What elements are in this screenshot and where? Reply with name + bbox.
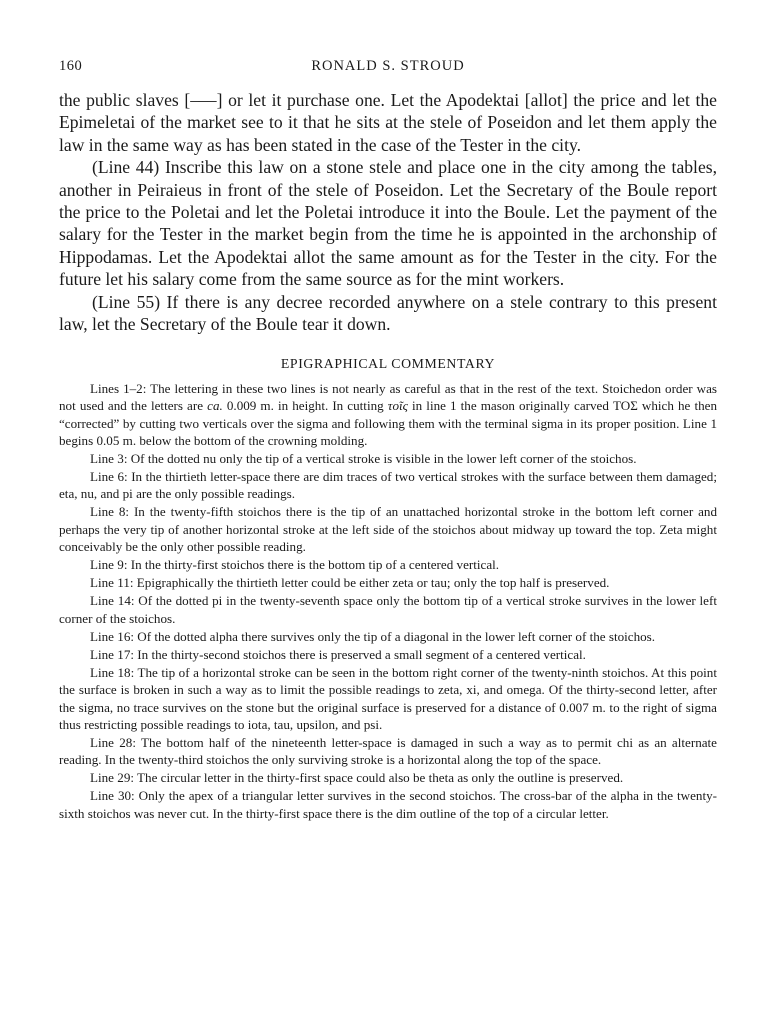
commentary-note: Line 3: Of the dotted nu only the tip of a vertical stroke is visible in the lower left corner of the stoichos. <box>90 450 637 466</box>
paragraph-line-55: (Line 55) If there is any decree recorded anywhere on a stele contrary to this present law, let the Secretary of the Boule tear it down. <box>59 291 717 335</box>
commentary-note: Line 17: In the thirty-second stoichos there is preserved a small segment of a centered vertical. <box>90 646 586 662</box>
commentary-note: Line 16: Of the dotted alpha there survives only the tip of a diagonal in the lower left corner of the stoichos. <box>90 628 656 644</box>
commentary-note: Line 8: In the twenty-fifth stoichos there is the tip of an unattached horizontal stroke in the bottom left corner and perhaps the very tip of another horizontal stroke at the left side of the stoichos about midway up toward the top. Zeta might conceivably be the only other possible reading. <box>59 504 717 555</box>
commentary-note: Line 14: Of the dotted pi in the twenty-seventh space only the bottom tip of a vertical stroke survives in the lower left corner of the stoichos. <box>59 593 717 626</box>
running-head <box>59 58 717 80</box>
epigraphical-commentary <box>59 380 717 822</box>
commentary-note: Line 28: The bottom half of the nineteenth letter-space is damaged in such a way as to permit chi as an alternate reading. In the twenty-third stoichos the only surviving stroke is a horizontal along the top of the space. <box>59 734 717 768</box>
commentary-note: Line 29: The circular letter in the thirty-first space could also be theta as only the outline is preserved. <box>90 770 624 786</box>
paragraph-continuation: the public slaves [–––] or let it purchase one. Let the Apodektai [allot] the price and let the Epimeletai of the market see to it that he sits at the stele of Poseidon and let them apply the law in the same way as has been stated in the case of the Tester in the city. <box>59 90 717 155</box>
commentary-note: Line 6: In the thirtieth letter-space there are dim traces of two vertical strokes with the surface between them damaged; eta, nu, and pi are the only possible readings. <box>59 469 717 502</box>
note-text: Lines 1–2: The lettering in these two lines is not nearly as careful as that in the rest of the text. Stoichedon order was not used and the letters are <box>59 381 717 414</box>
commentary-note: Line 30: Only the apex of a triangular letter survives in the second stoichos. The cross-bar of the alpha in the twenty-sixth stoichos was never cut. In the thirty-first space there is the dim outline of the top of a circular letter. <box>59 788 717 821</box>
translation-text <box>59 89 717 335</box>
commentary-note: Line 11: Epigraphically the thirtieth letter could be either zeta or tau; only the top half is preserved. <box>90 575 610 591</box>
page-number: 160 <box>59 58 83 74</box>
section-title: EPIGRAPHICAL COMMENTARY <box>280 356 496 371</box>
note-text: in line 1 the mason originally carved ΤΟΣ which he then “corrected” by cutting two verticals over the sigma and following them with the terminal sigma in its proper position. Line 1 begins 0.05 m. below the bottom of the crowning molding. <box>59 398 717 448</box>
note-abbrev: ca. <box>207 398 223 414</box>
commentary-note-lines-1-2 <box>59 380 717 449</box>
paragraph-line-44: (Line 44) Inscribe this law on a stone stele and place one in the city among the tables, another in Peiraieus in front of the stele of Poseidon. Let the Secretary of the Boule report the price to the Poletai and let the Poletai introduce it into the Boule. Let the payment of the salary for the Tester in the market begin from the time he is appointed in the archonship of Hippodamas. Let the Apodektai allot the same amount as for the Tester in the city. For the future let his salary come from the same source as for the mint workers. <box>59 157 717 290</box>
commentary-note: Line 18: The tip of a horizontal stroke can be seen in the bottom right corner of the twenty-ninth stoichos. At this point the surface is broken in such a way as to limit the possible readings to zeta, xi, and omega. Of the thirty-second letter, after the sigma, no trace survives on the stone but the original surface is preserved for a distance of 0.007 m. to the right of sigma thus restricting possible readings to iota, tau, upsilon, and psi. <box>59 664 717 732</box>
note-text: 0.009 m. in height. In cutting <box>222 398 388 414</box>
running-head-author: RONALD S. STROUD <box>311 58 465 74</box>
greek-word: τοῖς <box>387 398 408 414</box>
commentary-note: Line 9: In the thirty-first stoichos there is the bottom tip of a centered vertical. <box>90 557 500 573</box>
